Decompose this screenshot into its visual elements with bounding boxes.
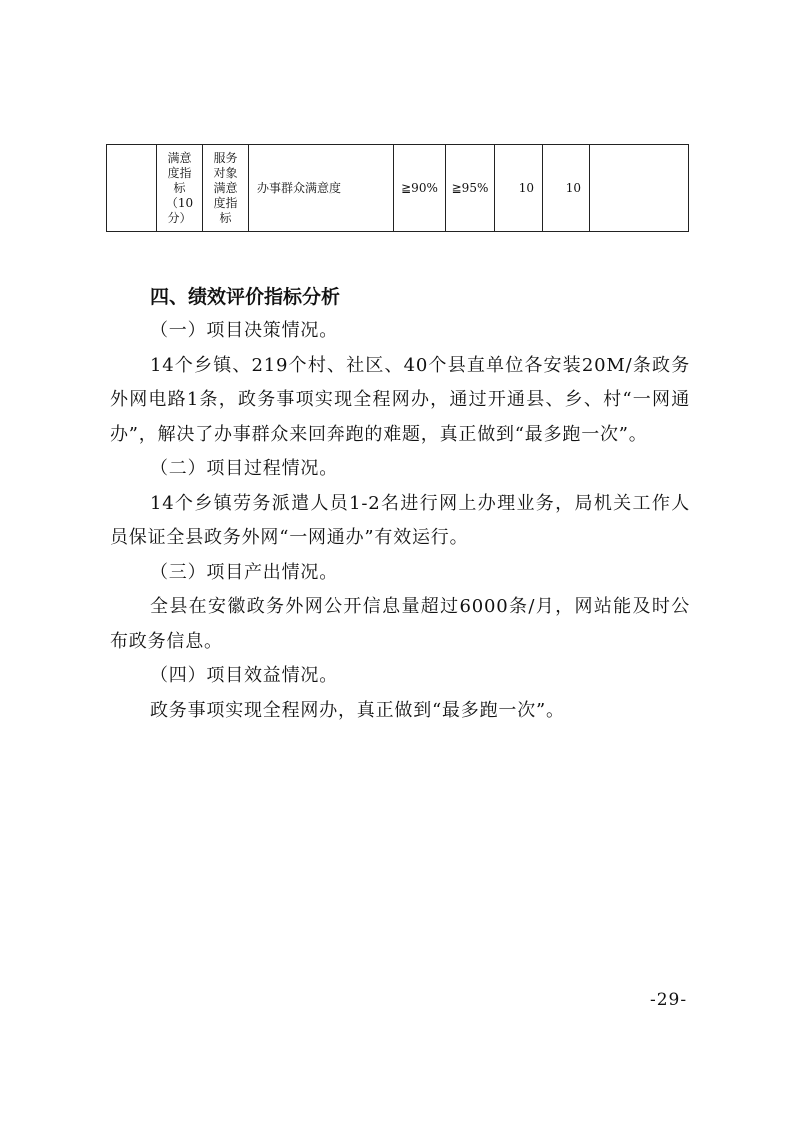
table-cell-score: 10 [543, 145, 590, 232]
paragraph: 全县在安徽政务外网公开信息量超过6000条/月，网站能及时公布政务信息。 [110, 596, 690, 652]
table-cell-weight: 10 [495, 145, 543, 232]
section-heading: 四、绩效评价指标分析 [150, 286, 341, 308]
analysis-section [110, 280, 690, 728]
subsection-title: （一）项目决策情况。 [150, 320, 338, 341]
paragraph: 14个乡镇、219个村、社区、40个县直单位各安装20M/条政务外网电路1条，政务事项实现全程网办，通过开通县、乡、村“一网通办”，解决了办事群众来回奔跑的难题，真正做到“最多跑一次”。 [110, 354, 690, 445]
table-cell-target: ≧90% [394, 145, 446, 232]
table-cell-subcategory: 服务 对象 满意 度指 标 [203, 145, 249, 232]
performance-metrics-table [106, 144, 689, 232]
table-row [107, 145, 689, 232]
subsection-title: （三）项目产出情况。 [150, 561, 338, 583]
page-number: -29- [650, 990, 688, 1010]
paragraph: 政务事项实现全程网办，真正做到“最多跑一次”。 [150, 699, 565, 721]
table-cell-empty [107, 145, 157, 232]
table-cell-indicator: 办事群众满意度 [249, 145, 394, 232]
table-cell-category: 满意 度指 标 （10 分） [157, 145, 203, 232]
paragraph: 14个乡镇劳务派遣人员1-2名进行网上办理业务，局机关工作人员保证全县政务外网“一网通办”有效运行。 [110, 492, 690, 548]
table-cell-note [590, 145, 689, 232]
table-cell-actual: ≧95% [446, 145, 495, 232]
subsection-title: （二）项目过程情况。 [150, 458, 338, 479]
subsection-title: （四）项目效益情况。 [150, 665, 338, 686]
